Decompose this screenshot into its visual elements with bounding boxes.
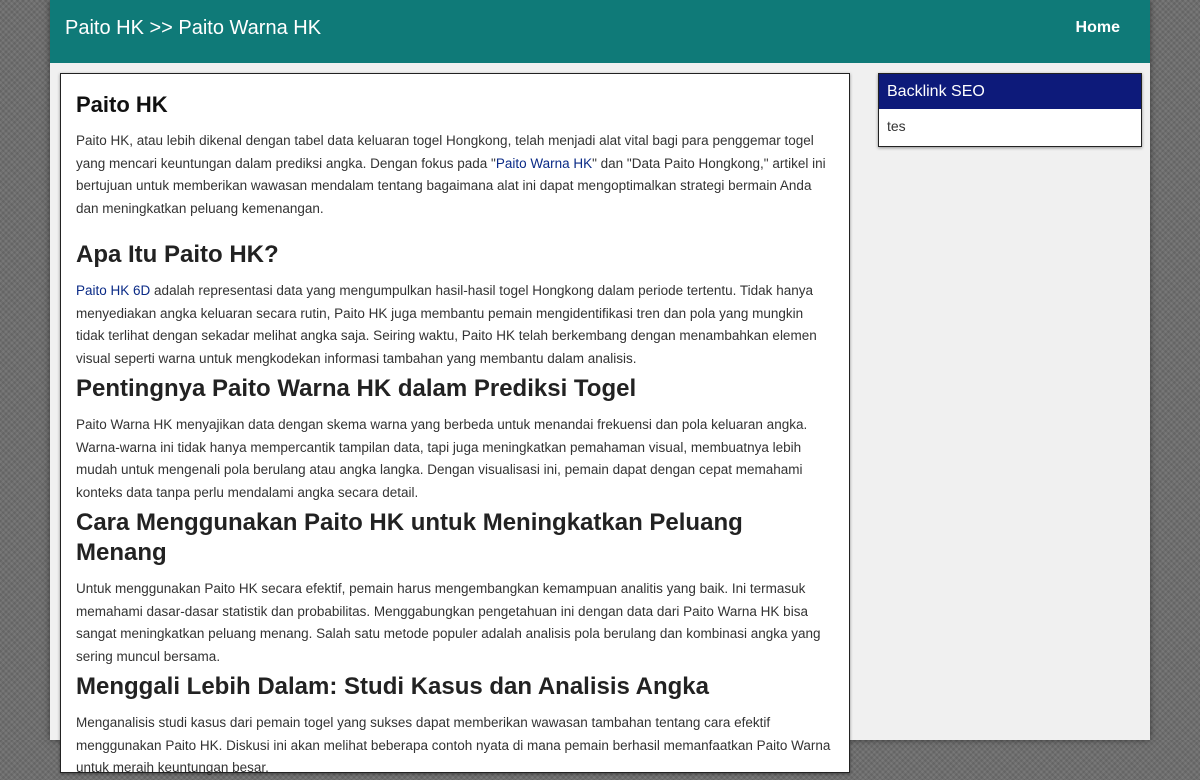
section-heading: Menggali Lebih Dalam: Studi Kasus dan Analisis Angka xyxy=(76,673,709,700)
paito-hk-6d-link[interactable]: Paito HK 6D xyxy=(76,283,151,298)
section-text: adalah representasi data yang mengumpulkan hasil-hasil togel Hongkong dalam periode tertentu. Tidak hanya menyediakan angka keluaran secara rutin, Paito HK juga membantu pemain mengidentifikasi tren dan pola yang mungkin tidak terlihat dengan sekadar melihat angka saja. Seiring waktu, Paito HK telah berkembang dengan menambahkan elemen visual seperti warna untuk mengkodekan informasi tambahan yang membantu dalam analisis. xyxy=(76,283,817,366)
section-heading: Pentingnya Paito Warna HK dalam Prediksi Togel xyxy=(76,375,637,402)
intro-text-after: " dan "Data Paito Hongkong," artikel ini bertujuan untuk memberikan wawasan mendalam tentang bagaimana alat ini dapat mengoptimalkan strategi bermain Anda dan meningkatkan peluang kemenangan. xyxy=(76,155,826,216)
widget-body: tes xyxy=(887,118,906,134)
section-heading: Apa Itu Paito HK? xyxy=(76,241,279,268)
widget-title: Backlink SEO xyxy=(879,74,1141,109)
top-navbar xyxy=(50,0,1150,63)
intro-paragraph xyxy=(76,130,834,220)
section-paragraph: Menganalisis studi kasus dari pemain togel yang sukses dapat memberikan wawasan tambahan tentang cara efektif menggunakan Paito HK. Diskusi ini akan melihat beberapa contoh nyata di mana pemain berhasil memanfaatkan Paito Warna untuk meraih keuntungan besar. xyxy=(76,715,831,775)
section-paragraph xyxy=(76,280,834,370)
site-title-link[interactable]: Paito HK >> Paito Warna HK xyxy=(65,17,322,39)
section-paragraph: Paito Warna HK menyajikan data dengan skema warna yang berbeda untuk menandai frekuensi dan pola keluaran angka. Warna-warna ini tidak hanya mempercantik tampilan data, tapi juga meningkatkan pemahaman visual, membuatnya lebih mudah untuk mengenali pola berulang atau angka langka. Dengan visualisasi ini, pemain dapat dengan cepat memahami konteks data tanpa perlu mendalami angka secara detail. xyxy=(76,417,808,500)
paito-warna-hk-link[interactable]: Paito Warna HK xyxy=(495,155,593,171)
section-paragraph: Untuk menggunakan Paito HK secara efektif, pemain harus mengembangkan kemampuan analitis yang baik. Ini termasuk memahami dasar-dasar statistik dan probabilitas. Menggabungkan pengetahuan ini dengan data dari Paito Warna HK bisa sangat meningkatkan peluang menang. Salah satu metode populer adalah analisis pola berulang dan kombinasi angka yang sering muncul bersama. xyxy=(76,581,821,664)
nav-home-link[interactable]: Home xyxy=(1075,19,1120,36)
sidebar-widget xyxy=(878,73,1142,147)
section-heading: Cara Menggunakan Paito HK untuk Meningkatkan Peluang Menang xyxy=(76,509,743,566)
article-title: Paito HK xyxy=(76,92,168,117)
page-container xyxy=(50,0,1150,775)
article-content xyxy=(60,73,850,773)
intro-text-before: Paito HK, atau lebih dikenal dengan tabel data keluaran togel Hongkong, telah menjadi alat vital bagi para penggemar togel yang mencari keuntungan dalam prediksi angka. Dengan fokus pada " xyxy=(76,133,814,171)
